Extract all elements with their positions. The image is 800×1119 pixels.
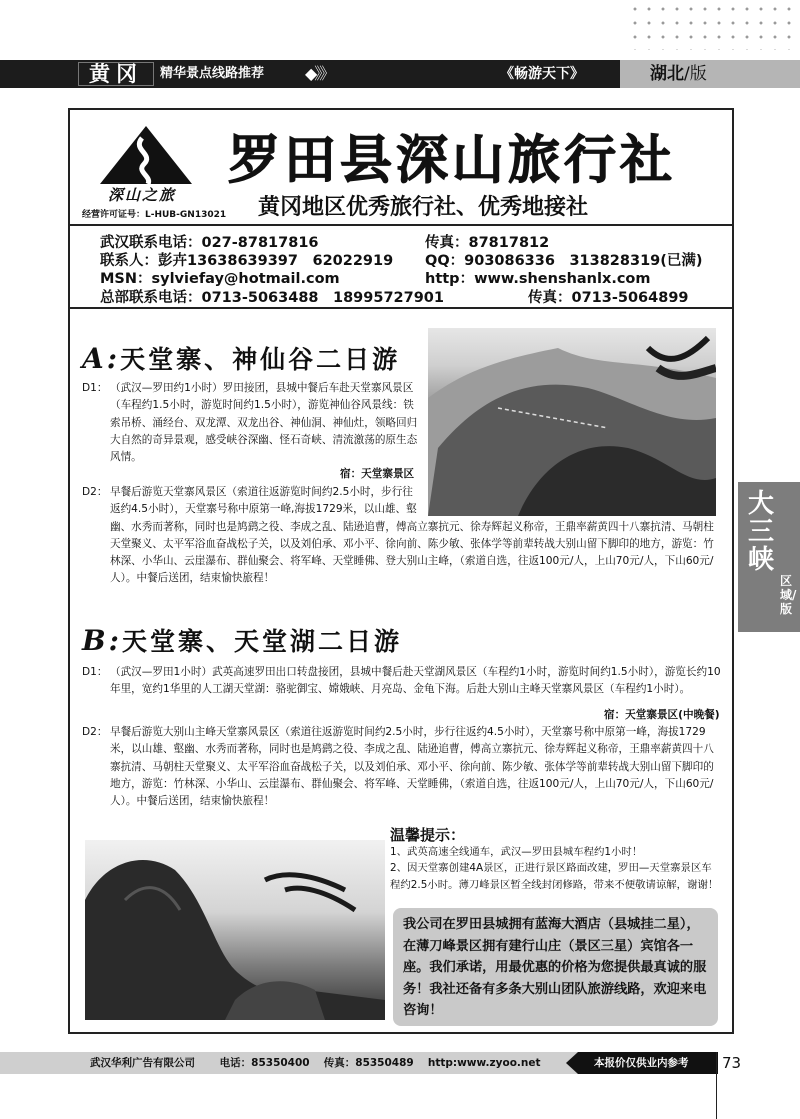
company-name: 罗田县深山旅行社 [228, 130, 677, 191]
divider-top [70, 224, 732, 226]
side-tab-sub: 区域/版 [780, 574, 797, 616]
route-a-d2-body: 早餐后游览天堂寨风景区（索道往返游览时间约2.5小时，步行往返约4.5小时），天堂寨号称中原第一峰,海拔1729米，以山雄、壑幽、水秀而著称，同时也是鸠鹞之役、李成之乱、陆逊追曹，傅高立寨抗元、徐寿辉起义称帝，王鼎率薪黄四十八寨抗清、马朝柱天堂聚义、太平军浴血奋战松子关，以及刘伯承、邓小平、徐向前、陈少敏、张体学等前辈转战大别山留下脚印的地方，游览：竹林深、小华山、云崖瀑布、群仙聚会、将军峰、天堂睡佛、登大别山主峰，（索道自选，往返100元/人，上山70元/人，下山60元/人）。中餐后送团，结束愉快旅程！ [110, 486, 714, 585]
edition-label [620, 60, 800, 88]
side-tab [738, 482, 800, 632]
tip-item-1: 1、武英高速全线通车，武汉—罗田县城车程约1小时！ [390, 846, 643, 858]
header-recommend: 精华景点线路推荐 [160, 66, 265, 81]
route-a-letter: A: [82, 342, 121, 375]
footer-arrow-icon [566, 1052, 578, 1074]
rock-pine-photo [85, 840, 385, 1020]
route-b-d2-text: 早餐后游览大别山主峰天堂寨风景区（索道往返游览时间约2.5小时，步行往返约4.5小时），天堂寨号称中原第一峰，海拔1729米，以山雄、壑幽、水秀而著称，同时也是鸠鹞之役、李成之乱、陆逊追曹，傅高立寨抗元、徐寿辉起义称帝，王鼎率薪黄四十八寨抗清、马朝柱天堂聚义、太平军浴血奋战松子关，以及刘伯承、邓小平、徐向前、陈少敏、张体学等前辈转战大别山留下脚印的地方，游览：竹林深、小华山、云崖瀑布、群仙聚会、将军峰、天堂睡佛，（索道自选，往返100元/人，上山70元/人，下山60元/人）。中餐后送团，结束愉快旅程！ [110, 726, 714, 808]
footer-info [90, 1052, 541, 1074]
route-b-d2-label: D2： [82, 726, 108, 738]
region-label: 黄冈 [80, 60, 152, 88]
route-b-d1-label: D1： [82, 666, 108, 678]
hq-phone: 总部联系电话：0713-5063488 18995727901 [100, 290, 444, 306]
side-tab-title: 大三峡 [748, 489, 775, 575]
slogan: 黄冈地区优秀旅行社、优秀地接社 [258, 194, 589, 220]
route-b-day2 [82, 724, 722, 810]
edition-bold: 湖北 [650, 64, 684, 84]
route-b-d1-text: （武汉—罗田1小时）武英高速罗田出口转盘接团，县城中餐后赴天堂湖风景区（车程约1小时，游览时间约1.5小时），游览长约10年里，宽约1华里的人工湖天堂湖：骆驼御宝、嫦娥峡、月亮岛、金龟下海。后赴大别山主峰天堂寨风景区（车程约1小时）。 [110, 666, 721, 696]
footer-fax: 传真：85350489 [323, 1057, 414, 1069]
route-a-day1 [82, 380, 422, 466]
route-a-d1-text: （武汉—罗田约1小时）罗田接团，县城中餐后车赴天堂寨风景区（车程约1.5小时，游览时间约1.5小时），游览神仙谷风景线：铁索吊桥、涌经台、双龙潭、双龙出谷、神仙洞、神仙灶，领略回归大自然的奇异景观，感受峡谷深幽、怪石奇峡、清流激荡的原生态风情。 [110, 382, 418, 464]
route-a-title-text: 天堂寨、神仙谷二日游 [120, 345, 401, 374]
route-b-day1 [82, 664, 722, 699]
promo-box: 我公司在罗田县城拥有蓝海大酒店（县城挂二星），在薄刀峰景区拥有建行山庄（景区三星）宾馆各一座。我们承诺，用最优惠的价格为您提供最真诚的服务！我社还备有多条大别山团队旅游线路，欢迎来电咨询！ [393, 908, 718, 1026]
route-b-letter: B: [82, 624, 123, 657]
magazine-title: 《畅游天下》 [500, 66, 584, 82]
msn-address: MSN：sylviefay@hotmail.com [100, 271, 340, 287]
route-a-day2 [110, 484, 724, 588]
edition-rest: /版 [684, 64, 707, 84]
route-a-d2-label: D2： [82, 486, 108, 498]
footer-web: http:www.zyoo.net [427, 1057, 541, 1069]
qq-number: QQ：903086336 313828319(已满) [425, 253, 703, 269]
tip-item-2: 2、因天堂寨创建4A景区，正进行景区路面改建，罗田—天堂寨景区车程约2.5小时。薄刀峰景区暂全线封闭修路，带来不便敬请谅解，谢谢！ [390, 862, 719, 891]
route-a-title [82, 340, 400, 376]
route-b-d1-stay: 宿：天堂寨景区(中晚餐) [604, 709, 720, 721]
footer-phone: 电话：85350400 [219, 1057, 310, 1069]
route-b-title [82, 622, 402, 658]
footer-divider [716, 1052, 717, 1119]
contact-person: 联系人：彭卉13638639397 62022919 [100, 253, 394, 269]
route-a-d1-stay: 宿：天堂寨景区 [340, 468, 415, 480]
dot-pattern [628, 2, 798, 50]
divider-contacts [70, 307, 732, 309]
region-frame [78, 62, 154, 86]
footer-company: 武汉华利广告有限公司 [90, 1057, 195, 1069]
route-a-d1-label: D1： [82, 382, 108, 394]
route-a-d2-text [110, 484, 724, 588]
wuhan-phone: 武汉联系电话：027-87817816 [100, 235, 319, 251]
tips-title: 温馨提示： [390, 826, 466, 844]
route-b-title-text: 天堂寨、天堂湖二日游 [122, 627, 403, 656]
photo-spacer [420, 484, 724, 518]
logo-caption: 深山之旅 [108, 186, 177, 204]
arrow-icon: ◆》》 [305, 64, 333, 83]
page-number: 73 [722, 1054, 742, 1072]
mountain-logo-icon [98, 124, 194, 186]
website: http：www.shenshanlx.com [425, 271, 651, 287]
footer-note: 本报价仅供业内参考 [578, 1052, 718, 1074]
license-number: 经营许可证号：L-HUB-GN13021 [82, 210, 227, 220]
fax-number: 传真：87817812 [425, 235, 550, 251]
hq-fax: 传真：0713-5064899 [528, 290, 689, 306]
